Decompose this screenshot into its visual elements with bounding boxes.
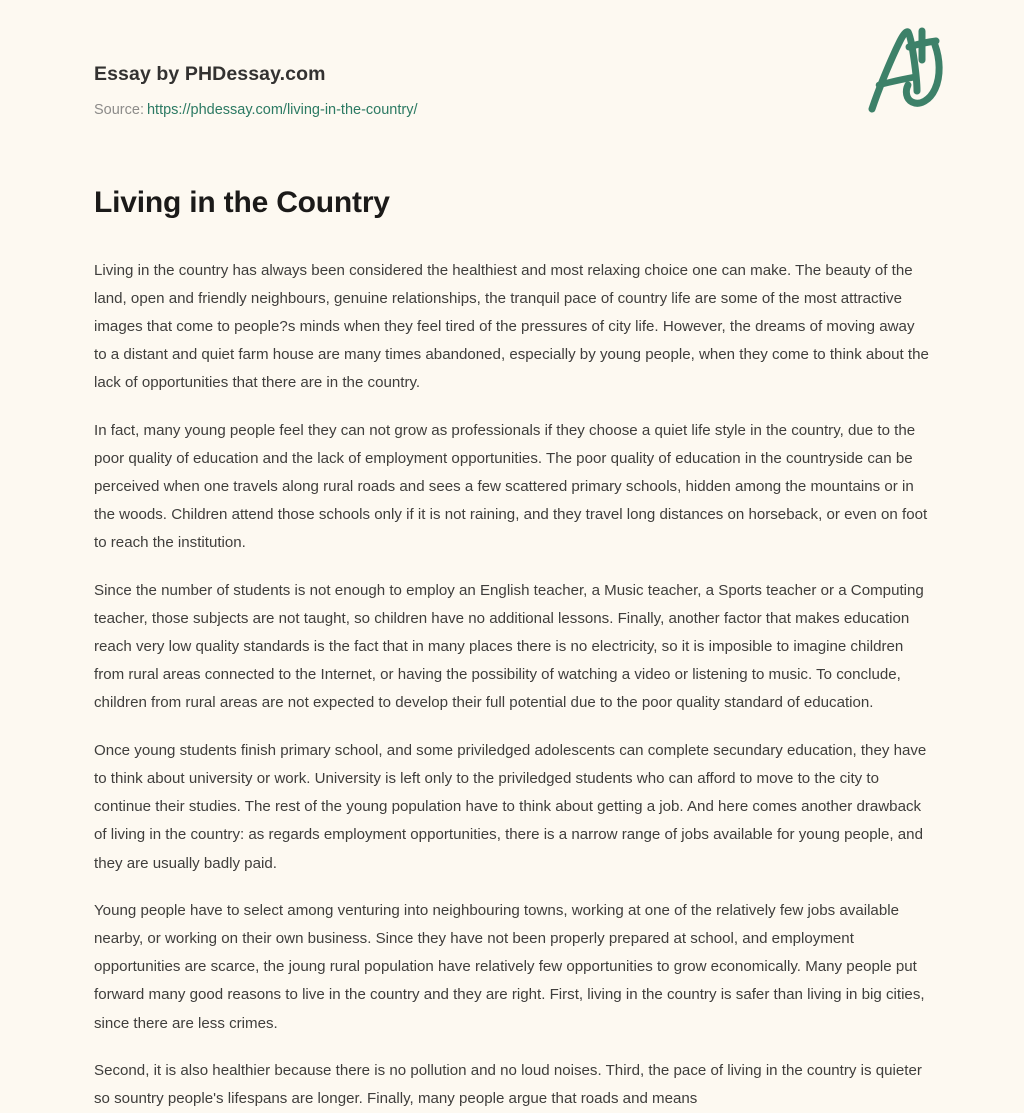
source-row	[94, 100, 930, 120]
document-header	[94, 0, 930, 121]
article	[94, 185, 930, 1113]
brand-title: Essay by PHDessay.com	[94, 63, 326, 85]
a-plus-logo-icon	[852, 13, 962, 123]
paragraph: In fact, many young people feel they can not grow as professionals if they choose a quiet life style in the country, due to the poor quality of education and the lack of employment opportunities. The poor quality of education in the countryside can be perceived when one travels along rural roads and sees a few scattered primary schools, hidden among the mountains or in the woods. Children attend those schools only if it is not raining, and they travel long distances on horseback, or even on foot to reach the institution.	[94, 421, 928, 552]
paragraph: Since the number of students is not enough to employ an English teacher, a Music teacher, a Sports teacher or a Computing teacher, those subjects are not taught, so children have no additional lessons. Finally, another factor that makes education reach very low quality standards is the fact that in many places there is no electricity, so it is imposible to imagine children from rural areas connected to the Internet, or having the possibility of watching a video or listening to music. To conclude, children from rural areas are not expected to develop their full potential due to the poor quality standard of education.	[94, 581, 924, 712]
source-link[interactable]: https://phdessay.com/living-in-the-country/	[146, 102, 418, 119]
source-label: Source:	[94, 102, 144, 119]
essay-body	[94, 257, 930, 1113]
paragraph: Living in the country has always been considered the healthiest and most relaxing choice one can make. The beauty of the land, open and friendly neighbours, genuine relationships, the tranquil pace of country life are some of the most attractive images that come to people?s minds when they feel tired of the pressures of city life. However, the dreams of moving away to a distant and quiet farm house are many times abandoned, especially by young people, when they come to think about the lack of opportunities that there are in the country.	[94, 261, 929, 392]
paragraph: Second, it is also healthier because there is no pollution and no loud noises. Third, the pace of living in the country is quieter so sountry people's lifespans are longer. Finally, many people argue that roads and means	[94, 1061, 922, 1107]
paragraph: Young people have to select among venturing into neighbouring towns, working at one of the relatively few jobs available nearby, or working on their own business. Since they have not been properly prepared at school, and employment opportunities are scarce, the joung rural population have relatively few opportunities to grow economically. Many people put forward many good reasons to live in the country and they are right. First, living in the country is safer than living in big cities, since there are less crimes.	[94, 901, 925, 1032]
page-title: Living in the Country	[94, 185, 390, 219]
paragraph: Once young students finish primary school, and some priviledged adolescents can complete secundary education, they have to think about university or work. University is left only to the priviledged students who can afford to move to the city to continue their studies. The rest of the young population have to think about getting a job. And here comes another drawback of living in the country: as regards employment opportunities, there is a narrow range of jobs available for young people, and they are usually badly paid.	[94, 741, 927, 872]
